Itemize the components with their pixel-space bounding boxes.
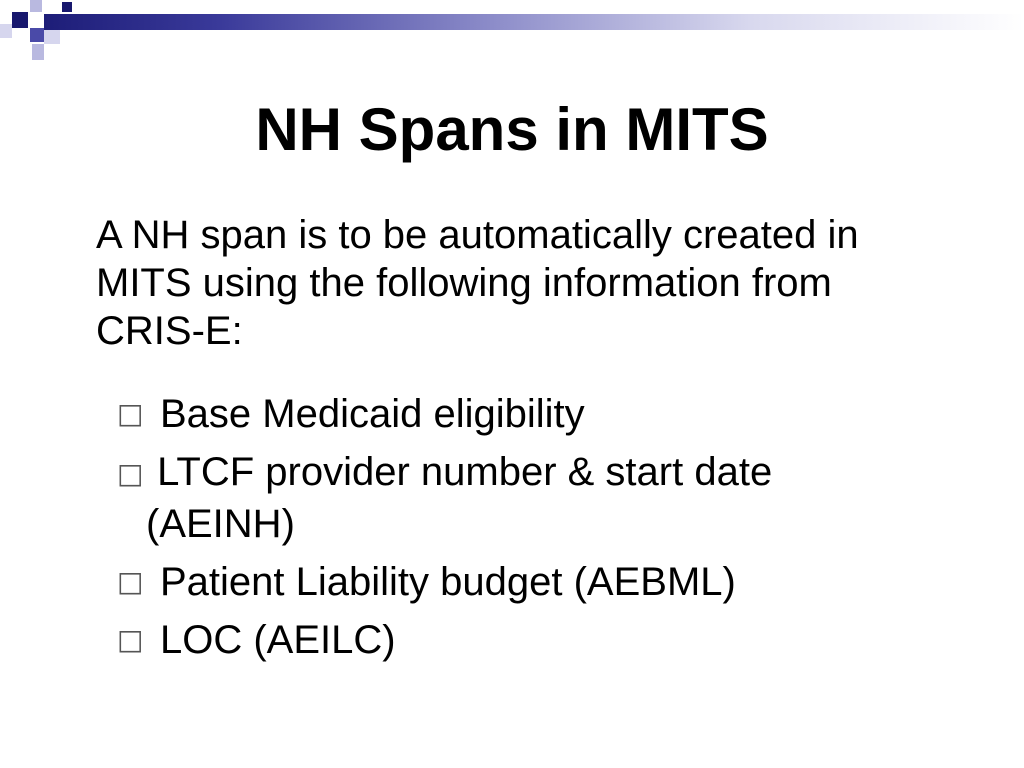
list-item bbox=[112, 388, 912, 440]
bullet-list bbox=[112, 388, 912, 672]
slide-title: NH Spans in MITS bbox=[255, 96, 769, 163]
decor-square bbox=[62, 2, 72, 12]
header-gradient-bar bbox=[44, 14, 1024, 30]
decor-square bbox=[44, 30, 60, 44]
decor-square bbox=[30, 0, 42, 12]
decor-square bbox=[0, 24, 12, 38]
square-bullet-icon: □ bbox=[117, 623, 144, 656]
header-decoration bbox=[0, 0, 1024, 70]
decor-square bbox=[12, 12, 28, 28]
square-bullet-icon: □ bbox=[117, 397, 144, 430]
bullet-text: LOC (AEILC) bbox=[160, 618, 396, 662]
intro-paragraph: A NH span is to be automatically created in MITS using the following information from CRIS-E: bbox=[96, 213, 859, 353]
list-item bbox=[112, 614, 912, 666]
list-item bbox=[112, 446, 912, 550]
bullet-text: LTCF provider number & start date (AEINH) bbox=[146, 450, 773, 546]
decor-square bbox=[30, 28, 44, 42]
bullet-text: Patient Liability budget (AEBML) bbox=[160, 560, 736, 604]
square-bullet-icon: □ bbox=[117, 457, 144, 490]
decor-square bbox=[32, 44, 44, 60]
bullet-text: Base Medicaid eligibility bbox=[160, 392, 585, 436]
list-item bbox=[112, 556, 912, 608]
square-bullet-icon: □ bbox=[117, 565, 144, 598]
